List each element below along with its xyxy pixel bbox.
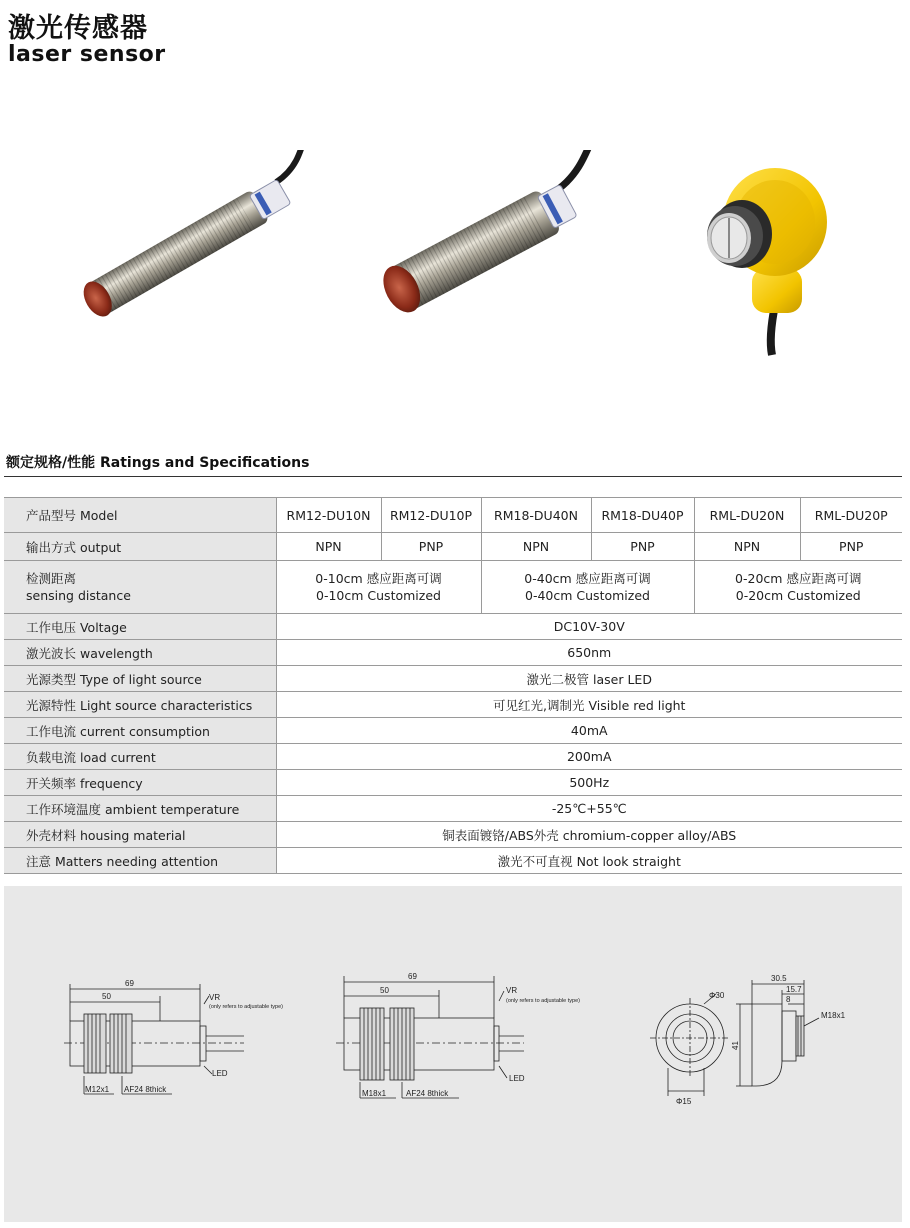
row-label: 工作电压 Voltage [4, 614, 276, 640]
output-cell: PNP [381, 533, 481, 561]
model-cell: RM18-DU40P [591, 498, 694, 533]
table-row [4, 718, 902, 744]
row-label: 负载电流 load current [4, 744, 276, 770]
table-row [4, 692, 902, 718]
model-label: 产品型号 Model [4, 498, 276, 533]
row-value: 200mA [276, 744, 902, 770]
dim-dia-bottom: Φ15 [676, 1097, 692, 1106]
row-value: 650nm [276, 640, 902, 666]
distance-cell [694, 561, 902, 614]
distance-cell [481, 561, 694, 614]
table-row-distance [4, 561, 902, 614]
dim-body: 50 [380, 986, 389, 995]
spec-table [4, 497, 902, 874]
model-cell: RM12-DU10N [276, 498, 381, 533]
model-cell: RML-DU20N [694, 498, 800, 533]
model-cell: RM18-DU40N [481, 498, 591, 533]
dim-dia-top: Φ30 [709, 991, 725, 1000]
label-vr: VR [506, 986, 518, 995]
label-vr: VR [209, 993, 221, 1002]
distance-label-en: sensing distance [26, 588, 131, 603]
table-row [4, 796, 902, 822]
table-row [4, 614, 902, 640]
dim-w3: 8 [786, 995, 791, 1004]
page-title-en: laser sensor [8, 42, 166, 67]
distance-cell [276, 561, 481, 614]
dim-height: 41 [731, 1041, 740, 1050]
row-label: 激光波长 wavelength [4, 640, 276, 666]
output-cell: NPN [481, 533, 591, 561]
drawing-m18 [336, 976, 524, 1098]
output-label: 输出方式 output [4, 533, 276, 561]
label-thread: M18x1 [821, 1011, 846, 1020]
label-thread: M18x1 [362, 1089, 387, 1098]
row-label: 光源类型 Type of light source [4, 666, 276, 692]
drawing-rml [650, 980, 819, 1096]
row-label: 光源特性 Light source characteristics [4, 692, 276, 718]
product-photos [0, 150, 910, 370]
label-note: (only refers to adjustable type) [506, 998, 580, 1004]
dim-body: 50 [102, 992, 111, 1001]
label-thread: M12x1 [85, 1085, 110, 1094]
table-row-output [4, 533, 902, 561]
sensor-photo-m12 [57, 150, 356, 321]
dim-w1: 30.5 [771, 974, 787, 983]
distance-line: 0-40cm 感应距离可调 [524, 571, 651, 586]
distance-line: 0-40cm Customized [525, 588, 650, 603]
output-cell: PNP [591, 533, 694, 561]
row-label: 工作电流 current consumption [4, 718, 276, 744]
row-label: 开关频率 frequency [4, 770, 276, 796]
distance-line: 0-20cm 感应距离可调 [735, 571, 862, 586]
dimension-drawings [4, 886, 902, 1222]
dim-length: 69 [125, 979, 134, 988]
table-row [4, 822, 902, 848]
label-nut: AF24 8thick [406, 1089, 449, 1098]
output-cell: NPN [276, 533, 381, 561]
table-row-model [4, 498, 902, 533]
distance-line: 0-10cm 感应距离可调 [315, 571, 442, 586]
section-title: 额定规格/性能 Ratings and Specifications [6, 455, 310, 471]
label-led: LED [509, 1074, 525, 1083]
label-led: LED [212, 1069, 228, 1078]
label-note: (only refers to adjustable type) [209, 1004, 283, 1010]
model-cell: RML-DU20P [800, 498, 902, 533]
sensor-photo-m18 [362, 150, 637, 319]
distance-line: 0-20cm Customized [735, 588, 861, 603]
distance-label [4, 561, 276, 614]
row-value: 可见红光,调制光 Visible red light [276, 692, 902, 718]
row-value: 激光不可直视 Not look straight [276, 848, 902, 874]
distance-label-cn: 检测距离 [26, 571, 77, 586]
row-label: 注意 Matters needing attention [4, 848, 276, 874]
dim-length: 69 [408, 972, 417, 981]
table-row [4, 770, 902, 796]
row-label: 外壳材料 housing material [4, 822, 276, 848]
table-row [4, 744, 902, 770]
row-value: 500Hz [276, 770, 902, 796]
sensor-photo-rml [707, 168, 827, 355]
output-cell: NPN [694, 533, 800, 561]
table-row [4, 666, 902, 692]
dim-w2: 15.7 [786, 985, 802, 994]
row-value: 40mA [276, 718, 902, 744]
section-divider [4, 476, 902, 477]
row-value: -25℃+55℃ [276, 796, 902, 822]
dimension-drawings-panel [4, 886, 902, 1222]
row-value: DC10V-30V [276, 614, 902, 640]
model-cell: RM12-DU10P [381, 498, 481, 533]
distance-line: 0-10cm Customized [316, 588, 441, 603]
table-row [4, 848, 902, 874]
row-label: 工作环境温度 ambient temperature [4, 796, 276, 822]
row-value: 铜表面镀铬/ABS外壳 chromium-copper alloy/ABS [276, 822, 902, 848]
label-nut: AF24 8thick [124, 1085, 167, 1094]
row-value: 激光二极管 laser LED [276, 666, 902, 692]
output-cell: PNP [800, 533, 902, 561]
page-title-cn: 激光传感器 [8, 13, 148, 44]
table-row [4, 640, 902, 666]
